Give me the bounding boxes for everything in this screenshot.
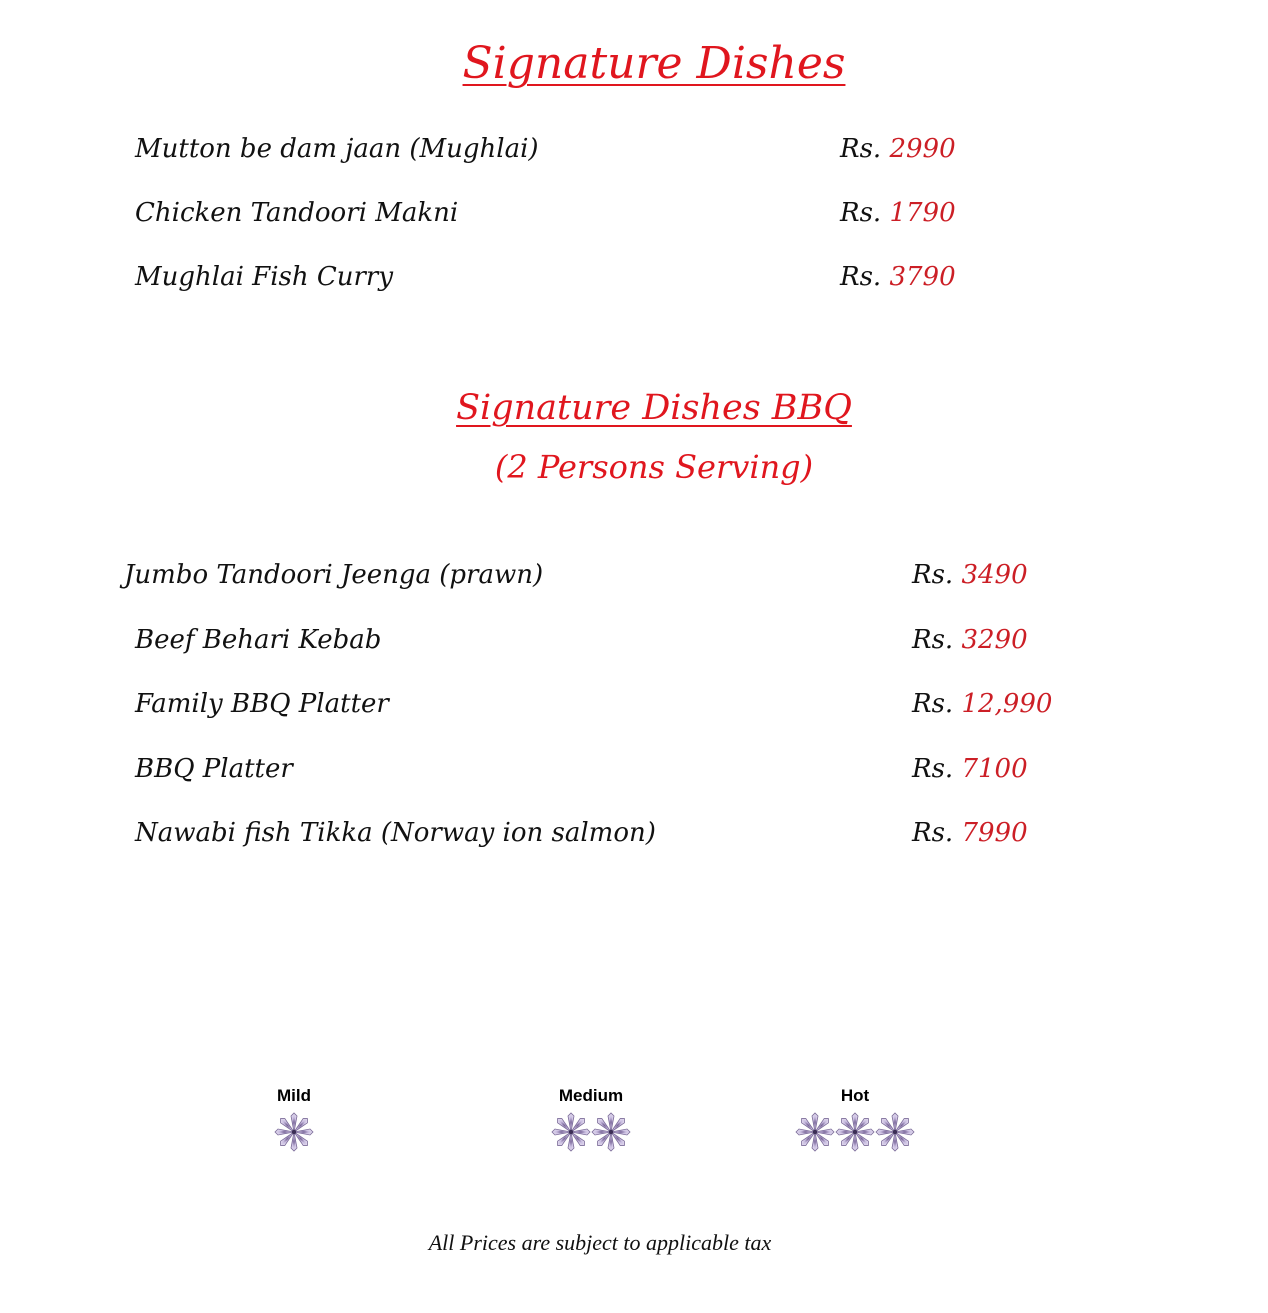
currency-label: Rs.: [912, 560, 954, 590]
section-subtitle-serving: (2 Persons Serving): [494, 448, 814, 486]
menu-item: [0, 262, 1268, 302]
currency-label: Rs.: [840, 198, 882, 228]
currency-label: Rs.: [912, 754, 954, 784]
dish-price: [840, 198, 956, 228]
price-amount: 1790: [889, 198, 956, 228]
dish-price: [840, 262, 956, 292]
menu-item: [0, 198, 1268, 238]
section-title-signature-dishes: Signature Dishes: [462, 38, 846, 89]
flower-icon: [591, 1112, 631, 1152]
menu-item: [0, 818, 1268, 858]
spice-flowers: [254, 1112, 334, 1152]
flower-icon: [835, 1112, 875, 1152]
spice-level-label: Mild: [277, 1086, 311, 1105]
dish-name: Nawabi fish Tikka (Norway ion salmon): [135, 818, 656, 848]
flower-icon: [551, 1112, 591, 1152]
currency-label: Rs.: [840, 262, 882, 292]
spice-level-label: Hot: [840, 1086, 870, 1105]
menu-item: [0, 689, 1268, 729]
price-amount: 7100: [961, 754, 1028, 784]
spice-level-mild: [254, 1086, 334, 1152]
menu-item: [0, 134, 1268, 174]
currency-label: Rs.: [840, 134, 882, 164]
currency-label: Rs.: [912, 818, 954, 848]
spice-level-label: Medium: [558, 1086, 624, 1105]
dish-name: Mutton be dam jaan (Mughlai): [135, 134, 539, 164]
currency-label: Rs.: [912, 689, 954, 719]
price-amount: 12,990: [961, 689, 1053, 719]
currency-label: Rs.: [912, 625, 954, 655]
menu-item: [0, 754, 1268, 794]
spice-flowers: [795, 1112, 915, 1152]
dish-name: BBQ Platter: [135, 754, 293, 784]
dish-name: Chicken Tandoori Makni: [135, 198, 459, 228]
dish-price: [840, 134, 956, 164]
dish-name: Mughlai Fish Curry: [135, 262, 394, 292]
price-amount: 3790: [889, 262, 956, 292]
price-amount: 3490: [961, 560, 1028, 590]
dish-price: [912, 818, 1028, 848]
dish-name: Jumbo Tandoori Jeenga (prawn): [124, 560, 544, 590]
price-amount: 7990: [961, 818, 1028, 848]
price-amount: 3290: [961, 625, 1028, 655]
flower-icon: [875, 1112, 915, 1152]
flower-icon: [795, 1112, 835, 1152]
dish-name: Beef Behari Kebab: [135, 625, 382, 655]
flower-icon: [274, 1112, 314, 1152]
dish-name: Family BBQ Platter: [135, 689, 389, 719]
menu-item: [0, 560, 1268, 600]
spice-level-medium: [531, 1086, 651, 1152]
dish-price: [912, 689, 1052, 719]
dish-price: [912, 754, 1028, 784]
menu-item: [0, 625, 1268, 665]
tax-note: All Prices are subject to applicable tax: [428, 1230, 772, 1255]
spice-flowers: [531, 1112, 651, 1152]
price-amount: 2990: [889, 134, 956, 164]
spice-level-hot: [795, 1086, 915, 1152]
section-title-signature-dishes-bbq: Signature Dishes BBQ: [456, 388, 852, 428]
dish-price: [912, 560, 1028, 590]
dish-price: [912, 625, 1028, 655]
